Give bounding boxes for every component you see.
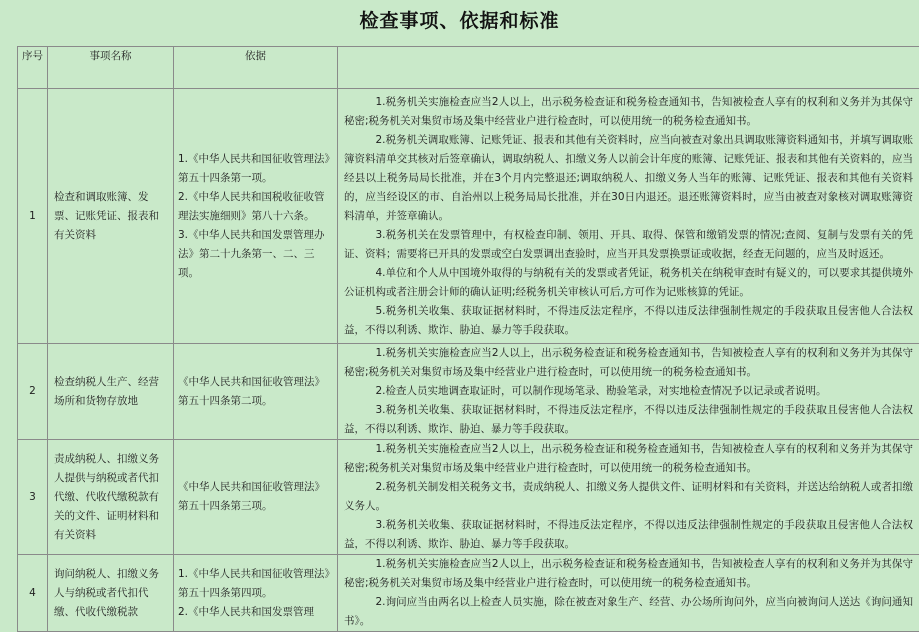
basis-line: 2.《中华人民共和国税收征收管理法实施细则》第八十六条。 (178, 188, 333, 226)
item-standard (338, 89, 919, 344)
row-number: 2 (18, 344, 48, 440)
item-basis (174, 440, 338, 555)
item-standard (338, 555, 919, 632)
item-name: 检查纳税人生产、经营场所和货物存放地 (48, 344, 174, 440)
row-number: 1 (18, 89, 48, 344)
standard-paragraph: 4.单位和个人从中国境外取得的与纳税有关的发票或者凭证，税务机关在纳税审查时有疑义的，可以要求其提供境外公证机构或者注册会计师的确认证明;经税务机关审核认可后,方可作为记账核算的凭证。 (344, 264, 913, 302)
table-row (18, 344, 919, 440)
table-row (18, 555, 919, 632)
row-number: 4 (18, 555, 48, 632)
basis-line: 1.《中华人民共和国征收管理法》第五十四条第四项。 (178, 565, 333, 603)
standard-paragraph: 3.税务机关收集、获取证据材料时，不得违反法定程序，不得以违反法律强制性规定的手段获取且侵害他人合法权益，不得以利诱、欺诈、胁迫、暴力等手段获取。 (344, 516, 913, 554)
item-name: 责成纳税人、扣缴义务人提供与纳税或者代扣代缴、代收代缴税款有关的文件、证明材料和有关资料 (48, 440, 174, 555)
standard-paragraph: 1.税务机关实施检查应当2人以上，出示税务检查证和税务检查通知书，告知被检查人享有的权利和义务并为其保守秘密;税务机关对集贸市场及集中经营业户进行检查时，可以使用统一的税务检查通知书。 (344, 440, 913, 478)
item-name: 询问纳税人、扣缴义务人与纳税或者代扣代缴、代收代缴税款 (48, 555, 174, 632)
item-standard (338, 440, 919, 555)
standard-paragraph: 1.税务机关实施检查应当2人以上，出示税务检查证和税务检查通知书，告知被检查人享有的权利和义务并为其保守秘密;税务机关对集贸市场及集中经营业户进行检查时，可以使用统一的税务检查通知书。 (344, 93, 913, 131)
item-basis (174, 344, 338, 440)
item-standard (338, 344, 919, 440)
standard-paragraph: 3.税务机关在发票管理中，有权检查印制、领用、开具、取得、保管和缴销发票的情况;查阅、复制与发票有关的凭证、资料；需要将已开具的发票或空白发票调出查验时，应当开具发票换票证或收据，经查无问题的，应当及时返还。 (344, 226, 913, 264)
standard-paragraph: 1.税务机关实施检查应当2人以上，出示税务检查证和税务检查通知书，告知被检查人享有的权利和义务并为其保守秘密;税务机关对集贸市场及集中经营业户进行检查时，可以使用统一的税务检查通知书。 (344, 555, 913, 593)
standard-paragraph: 2.税务机关制发相关税务文书，责成纳税人、扣缴义务人提供文件、证明材料和有关资料，并送达给纳税人或者扣缴义务人。 (344, 478, 913, 516)
standard-paragraph: 2.检查人员实地调查取证时，可以制作现场笔录、勘验笔录，对实地检查情况予以记录或者说明。 (344, 382, 913, 401)
basis-line: 1.《中华人民共和国征收管理法》第五十四条第一项。 (178, 150, 333, 188)
header-standard (338, 47, 919, 89)
standard-paragraph: 5.税务机关收集、获取证据材料时，不得违反法定程序，不得以违反法律强制性规定的手段获取且侵害他人合法权益，不得以利诱、欺诈、胁迫、暴力等手段获取。 (344, 302, 913, 340)
item-name: 检查和调取账簿、发票、记账凭证、报表和有关资料 (48, 89, 174, 344)
header-seq: 序号 (18, 47, 48, 89)
standard-paragraph: 3.税务机关收集、获取证据材料时，不得违反法定程序，不得以违反法律强制性规定的手段获取且侵害他人合法权益，不得以利诱、欺诈、胁迫、暴力等手段获取。 (344, 401, 913, 439)
basis-line: 3.《中华人民共和国发票管理办法》第二十九条第一、二、三项。 (178, 226, 333, 283)
header-name: 事项名称 (48, 47, 174, 89)
table-header-row (18, 47, 919, 89)
item-basis (174, 89, 338, 344)
basis-line: 《中华人民共和国征收管理法》第五十四条第三项。 (178, 478, 333, 516)
standard-paragraph: 2.税务机关调取账簿、记账凭证、报表和其他有关资料时，应当向被查对象出具调取账簿资料通知书，并填写调取账簿资料清单交其核对后签章确认，调取纳税人、扣缴义务人以前会计年度的账簿、记账凭证、报表和其他有关资料的，应当经县以上税务局局长批准，并在3个月内完整退还;调取纳税人、扣缴义务人当年的账簿、记账凭证、报表和其他有关资料的，应当经设区的市、自治州以上税务局局长批准，并在30日内退还。退还账簿资料时，应当由被查对象核对调取账簿资料清单，并签章确认。 (344, 131, 913, 226)
table-row (18, 89, 919, 344)
row-number: 3 (18, 440, 48, 555)
inspection-table (17, 46, 919, 632)
standard-paragraph: 2.询问应当由两名以上检查人员实施，除在被查对象生产、经营、办公场所询问外，应当向被询问人送达《询问通知书》。 (344, 593, 913, 631)
page-title: 检查事项、依据和标准 (0, 6, 919, 36)
table-row (18, 440, 919, 555)
header-basis: 依据 (174, 47, 338, 89)
standard-paragraph: 1.税务机关实施检查应当2人以上，出示税务检查证和税务检查通知书，告知被检查人享有的权利和义务并为其保守秘密;税务机关对集贸市场及集中经营业户进行检查时，可以使用统一的税务检查通知书。 (344, 344, 913, 382)
basis-line: 2.《中华人民共和国发票管理 (178, 603, 333, 622)
basis-line: 《中华人民共和国征收管理法》第五十四条第二项。 (178, 373, 333, 411)
item-basis (174, 555, 338, 632)
